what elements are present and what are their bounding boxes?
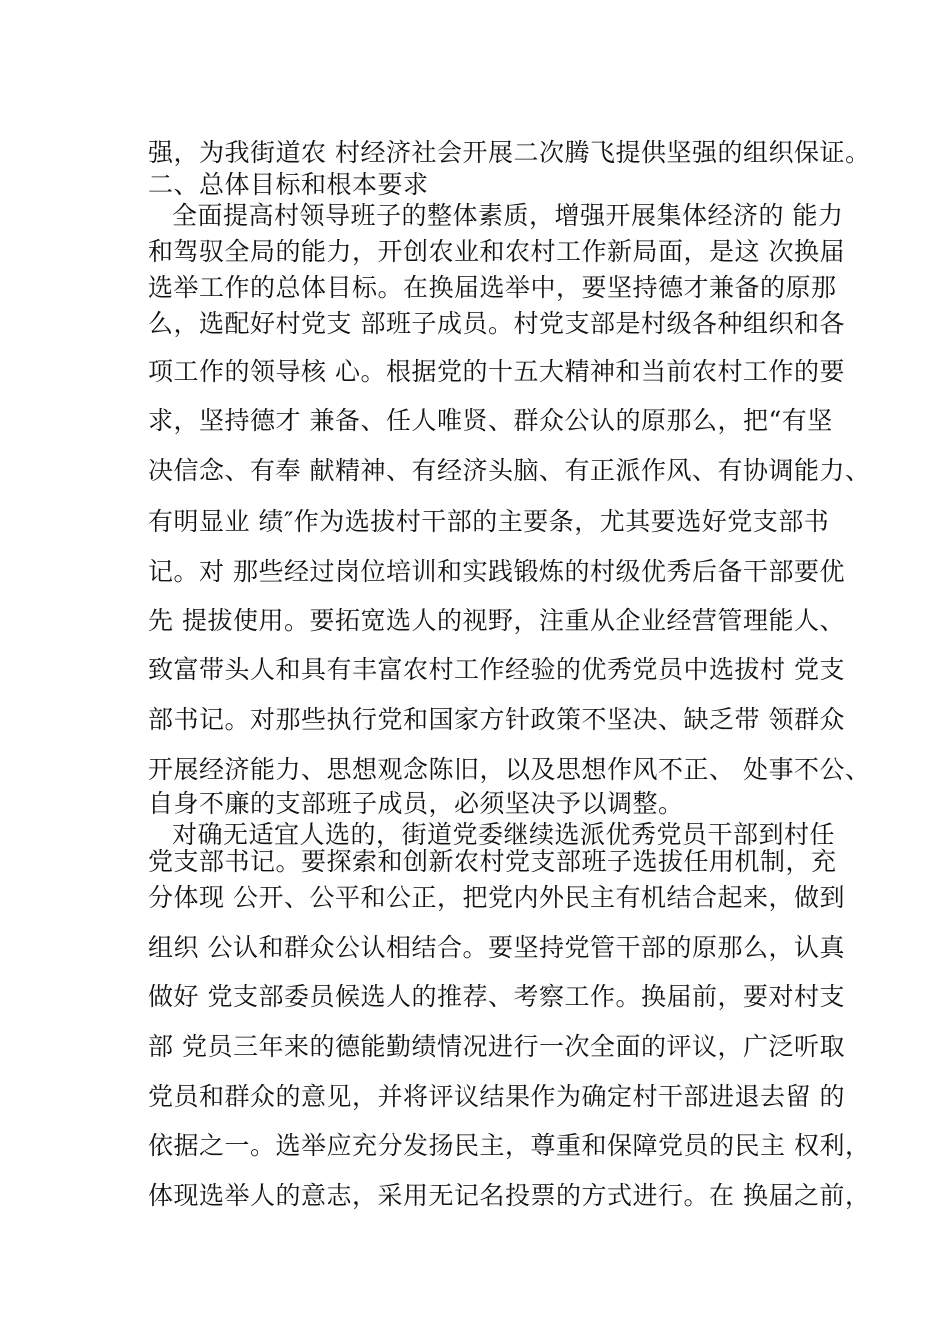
text-line: 依据之一。选举应充分发扬民主，尊重和保障党员的民主 权利，: [148, 1131, 871, 1160]
text-line: 决信念、有奉 献精神、有经济头脑、有正派作风、有协调能力、: [148, 456, 871, 485]
text-line: 体现选举人的意志，采用无记名投票的方式进行。在 换届之前，: [148, 1181, 871, 1210]
text-line: 开展经济能力、思想观念陈旧，以及思想作风不正、 处事不公、: [148, 755, 871, 784]
text-line: 先 提拔使用。要拓宽选人的视野，注重从企业经营管理能人、: [148, 606, 845, 635]
text-line: 全面提高村领导班子的整体素质，增强开展集体经济的 能力: [172, 201, 844, 230]
text-line: 和驾驭全局的能力，开创农业和农村工作新局面，是这 次换届: [148, 237, 845, 266]
text-line: 组织 公认和群众公认相结合。要坚持党管干部的原那么，认真: [148, 933, 845, 962]
text-line: 记。对 那些经过岗位培训和实践锻炼的村级优秀后备干部要优: [148, 557, 845, 586]
text-line: 部书记。对那些执行党和国家方针政策不坚决、缺乏带 领群众: [148, 705, 845, 734]
text-line: 强，为我街道农 村经济社会开展二次腾飞提供坚强的组织保证。: [148, 138, 871, 167]
text-line: 对确无适宜人选的，街道党委继续选派优秀党员干部到村任: [172, 820, 836, 849]
text-line: 分体现 公开、公平和公正，把党内外民主有机结合起来，做到: [148, 883, 845, 912]
text-line: 求，坚持德才 兼备、任人唯贤、群众公认的原那么，把“有坚: [148, 406, 833, 435]
text-line: 党员和群众的意见，并将评议结果作为确定村干部进退去留 的: [148, 1082, 845, 1111]
text-line: 么，选配好村党支 部班子成员。村党支部是村级各种组织和各: [148, 309, 845, 338]
text-line: 自身不廉的支部班子成员，必须坚决予以调整。: [148, 789, 684, 818]
text-line: 选举工作的总体目标。在换届选举中，要坚持德才兼备的原那: [148, 273, 837, 302]
text-line: 致富带头人和具有丰富农村工作经验的优秀党员中选拔村 党支: [148, 655, 845, 684]
text-line: 项工作的领导核 心。根据党的十五大精神和当前农村工作的要: [148, 357, 845, 386]
section-heading: 二、总体目标和根本要求: [148, 170, 429, 199]
text-line: 部 党员三年来的德能勤绩情况进行一次全面的评议，广泛听取: [148, 1032, 845, 1061]
text-line: 有明显业 绩″作为选拔村干部的主要条，尤其要选好党支部书: [148, 507, 830, 536]
text-line: 党支部书记。要探索和创新农村党支部班子选拔任用机制，充: [148, 847, 837, 876]
text-line: 做好 党支部委员候选人的推荐、考察工作。换届前，要对村支: [148, 982, 845, 1011]
